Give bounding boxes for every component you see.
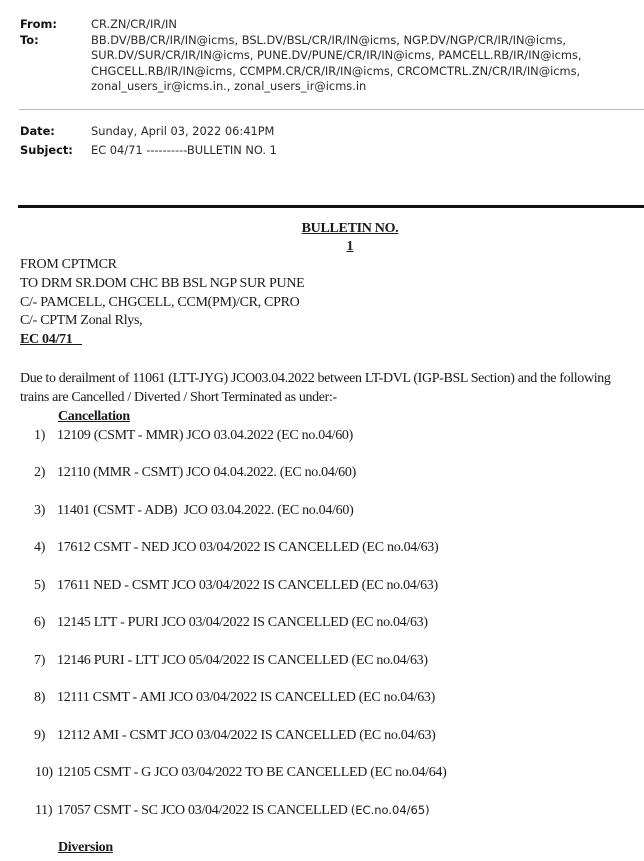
item-number: 10) [35, 765, 53, 781]
item-number: 2) [34, 465, 46, 481]
address-line: C/- CPTM Zonal Rlys, [20, 313, 143, 329]
subject-row [20, 141, 630, 160]
bulletin-number: 1 [346, 239, 354, 254]
to-recipients-line: zonal_users_ir@icms.in., zonal_users_ir@icms.in [91, 79, 367, 93]
from-value: CR.ZN/CR/IR/IN [91, 17, 177, 31]
date-row [20, 122, 630, 141]
to-recipients [91, 33, 630, 95]
item-number: 4) [34, 540, 46, 556]
list-item [20, 688, 640, 707]
to-recipients-line: CHGCELL.RB/IR/IN@icms, CCMPM.CR/CR/IR/IN@icms, CRCOMCTRL.ZN/CR/IR/IN@icms, [91, 63, 581, 78]
item-text: 12111 CSMT - AMI JCO 03/04/2022 IS CANCELLED (EC no.04/63) [57, 690, 435, 706]
list-item [20, 576, 640, 595]
item-number: 9) [34, 727, 46, 743]
cancellation-heading: Cancellation [58, 408, 130, 424]
email-header [20, 17, 630, 95]
diversion-heading: Diversion [58, 840, 113, 856]
subject-value: EC 04/71 ----------BULLETIN NO. 1 [91, 143, 277, 157]
to-label: To: [20, 32, 39, 47]
to-recipients-line: SUR.DV/SUR/CR/IR/IN@icms, PUNE.DV/PUNE/CR/IR/IN@icms, PAMCELL.RB/IR/IN@icms, [91, 48, 582, 62]
list-item [20, 501, 640, 520]
from-row [20, 17, 630, 33]
item-number: 11) [35, 802, 53, 818]
list-item [20, 651, 640, 670]
from-label: From: [20, 17, 57, 31]
item-text [57, 801, 430, 820]
subject-label: Subject: [20, 143, 73, 157]
item-text: 12112 AMI - CSMT JCO 03/04/2022 IS CANCELLED (EC no.04/63) [57, 727, 436, 743]
item-text: 12110 (MMR - CSMT) JCO 04.04.2022. (EC no.04/60) [57, 465, 356, 481]
item-text: 11401 (CSMT - ADB) JCO 03.04.2022. (EC no.04/60) [57, 502, 354, 518]
item-number: 6) [34, 615, 46, 631]
email-meta [20, 122, 630, 160]
item-text: 12105 CSMT - G JCO 03/04/2022 TO BE CANCELLED (EC no.04/64) [57, 765, 447, 781]
item-text-main: 17057 CSMT - SC JCO 03/04/2022 IS CANCELLED [57, 802, 351, 818]
item-number: 3) [34, 502, 46, 518]
body-divider [18, 205, 644, 208]
date-label: Date: [20, 124, 55, 138]
address-line: TO DRM SR.DOM CHC BB BSL NGP SUR PUNE [20, 275, 305, 291]
item-text-ec-ref: (EC.no.04/65) [350, 802, 430, 817]
item-text: 17612 CSMT - NED JCO 03/04/2022 IS CANCELLED (EC no.04/63) [57, 540, 439, 556]
bulletin-body [20, 219, 640, 857]
ec-reference: EC 04/71 [20, 332, 83, 348]
address-line: C/- PAMCELL, CHGCELL, CCM(PM)/CR, CPRO [20, 294, 300, 310]
item-number: 8) [34, 690, 46, 706]
list-item [20, 538, 640, 557]
header-divider [19, 109, 644, 110]
bulletin-title: BULLETIN NO. [301, 221, 399, 236]
list-item [20, 426, 640, 445]
list-item [20, 726, 640, 745]
item-number: 1) [34, 427, 46, 443]
item-text: 17611 NED - CSMT JCO 03/04/2022 IS CANCELLED (EC no.04/63) [57, 577, 438, 593]
to-row [20, 33, 630, 95]
date-value: Sunday, April 03, 2022 06:41PM [91, 124, 275, 138]
cancellation-list [20, 426, 640, 820]
list-item [20, 613, 640, 632]
list-item [20, 763, 640, 782]
item-text: 12109 (CSMT - MMR) JCO 03.04.2022 (EC no.04/60) [57, 427, 353, 443]
to-recipients-line: BB.DV/BB/CR/IR/IN@icms, BSL.DV/BSL/CR/IR/IN@icms, NGP.DV/NGP/CR/IR/IN@icms, [91, 32, 567, 47]
intro-paragraph: Due to derailment of 11061 (LTT-JYG) JCO03.04.2022 between LT-DVL (IGP-BSL Section) and the following trains are Cancelled / Diverted / Short Terminated as under:- [20, 370, 611, 405]
address-line: FROM CPTMCR [20, 257, 117, 272]
item-number: 5) [34, 577, 46, 593]
item-text: 12145 LTT - PURI JCO 03/04/2022 IS CANCELLED (EC no.04/63) [57, 615, 428, 631]
item-text: 12146 PURI - LTT JCO 05/04/2022 IS CANCELLED (EC no.04/63) [57, 652, 428, 668]
list-item [20, 463, 640, 482]
item-number: 7) [34, 652, 46, 668]
list-item [20, 801, 640, 820]
